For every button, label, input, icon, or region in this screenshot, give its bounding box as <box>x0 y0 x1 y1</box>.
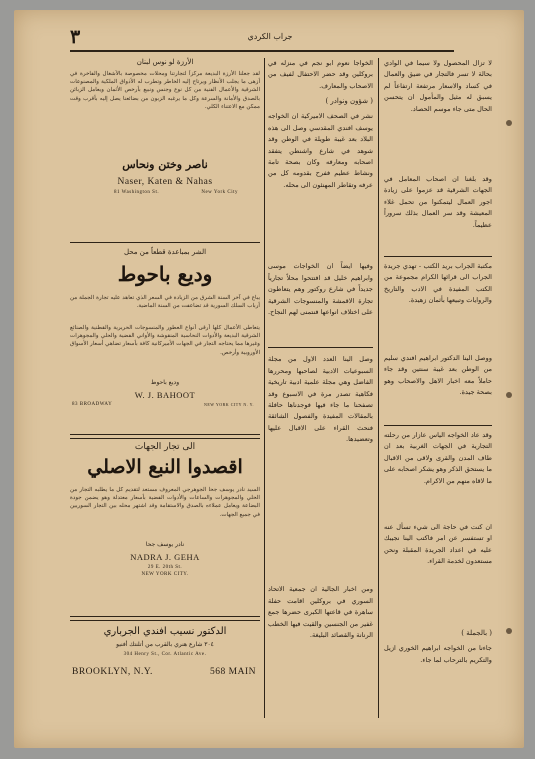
ad-city: New York City <box>201 190 238 195</box>
paragraph: وصل الينا العدد الاول من مجلة السبوعيات الادبية لصاحبها ومحررها الفاضل وهي مجلة علمية ادبية تاريخية فكاهية تصدر مرة في الاسبوع وقد تصفحنا ما جاء فيها فوجدناها حافلة بالمقالات المفيدة والفصول الشائقة فنحث القراء على الاقبال عليها وتعضيدها. <box>268 355 373 444</box>
news-column-right <box>384 58 492 718</box>
column-rule <box>378 58 379 718</box>
paragraph: لا تزال المحصول ولا سيما في الوادي بحالة لا تسر فالتجار في ضيق والعمال في كساد والاسعار مرتفعة ارتفاعاً لم يسبق له مثيل والمأمول ان يتحسن الحال متى جاء موسم الحصاد. <box>384 59 492 113</box>
section-heading: ( شؤون ونوادر ) <box>325 97 373 105</box>
paragraph: نشر في الصحف الاميركية ان الخواجه يوسف افندي المقدسي وصل الى هذه البلاد بعد غيبة طويلة في الوطن وقد شوهد في شارع واشنطن يتفقد اصحابه ومعارفه وكان بصحة تامة ونشاط عظيم ففرح بقدومه كل من عرفه وتقاطر المهنئون الى محله. <box>268 112 373 189</box>
page-number: ٣ <box>70 26 81 48</box>
ad-heading: الأرزة لو نوس لبنان <box>136 58 194 66</box>
paragraph: ومن اخبار الجالية ان جمعية الاتحاد السوري في بروكلين اقامت حفلة ساهرة في قاعتها الكبرى حضرها جمع غفير من الجنسين والقيت فيها الخطب الرنانة والقصائد البليغة. <box>268 585 373 640</box>
ad-heading: الى تجار الجهات <box>134 442 196 452</box>
ad-text: لقد جعلنا الأرزة البديعة مركزاً لتجارتنا ومحلات مخصوصة بالأشغال والفاخرة في أزهى ما يجلب الأنظار ويرتاح إليه الخاطر وتطرب له الأذواق الملكية والمصنوعات الشرقية والأعمال الفنية من كل نوع وجنس ونبيع بأرخص الأثمان ويعامل الزبائن بالصدق والأمانة والسرعة وكل ما يرغبه الزبون من بضائعنا يصل إليه بأقرب وقت ممكن مع الاعتناء الكلي. <box>70 71 260 110</box>
binding-hole <box>506 392 512 398</box>
paragraph: جاءنا من الخواجه ابراهيم الخوري ازيل والتكريم بالترحاب لما جاء. <box>384 644 492 664</box>
paragraph: وفيها ايضاً ان الخواجات موسى وابراهيم خليل قد افتتحوا محلاً تجارياً جديداً في شارع روكتور وهم يتعاطون تجارة الاقمشة والمنسوجات الشرقية على اختلاف انواعها فنتمنى لهم النجاح. <box>268 262 373 317</box>
divider <box>384 425 492 426</box>
ad-doctor-nasib <box>70 626 260 681</box>
ad-headline: اقصدوا النبع الاصلي <box>87 456 243 478</box>
ad-text: يتعاطى الأعمال كلها أرقى أنواع العطور والمنسوجات الحريرية والقطنية والصنائع الشرقية البديعة والأدوات النحاسية المنقوشة والأواني الفضية والحلي والمجوهرات وغيرها مما يحتاجه التجار في الجهات الأميركانية كافة بأسعار تضاهي أسعار الأسواق الأوروبية وأرخص. <box>70 325 260 356</box>
ad-signoff: وديع باحوط <box>150 379 180 386</box>
paragraph: الخواجا نعوم ابو نجم في منزله في بروكلين وقد حضر الاحتفال لفيف من الاصحاب والمعارف. <box>268 59 373 90</box>
ad-heading: الشر بمباعدة قطعاً من محل <box>123 248 207 256</box>
newspaper-page <box>14 10 524 748</box>
paragraph: ان كنت في حاجة الى شيء تسأل عنه او تستفسر عن امر فاكتب الينا نجيبك عليه في اعداد الجريدة المقبلة ونحن مستعدون لخدمة القراء. <box>384 523 492 566</box>
ad-address: 29 E. 20th St. <box>147 565 183 570</box>
ad-nadra-geha <box>70 442 260 577</box>
ad-name-arabic: ناصر وختن ونحاس <box>122 158 208 171</box>
ad-city: NEW YORK CITY. <box>141 572 189 577</box>
divider <box>70 616 260 621</box>
page-header <box>70 26 454 52</box>
divider <box>268 347 373 348</box>
paragraph: ووصل الينا الدكتور ابراهيم افندي سليم من الوطن بعد غيبة سنتين وقد جاء حاملاً معه اخبار الاهل والاصحاب وهو بصحة جيدة. <box>384 354 492 397</box>
ad-sign-arabic: نادر يوسف جحا <box>145 541 185 548</box>
ad-name-arabic: الدكتور نسيب افندي الجرباري <box>103 626 227 637</box>
ad-name-arabic: وديع باحوط <box>117 262 213 286</box>
ad-address: 81 Washington St. <box>114 190 160 195</box>
ad-name-english: NADRA J. GEHA <box>130 552 200 562</box>
ad-text: السيد نادر يوسف جحا الجوهرجي المعروف مستعد لتقديم كل ما يطلبه التجار من الحلي والمجوهرات والساعات والأدوات الفضية بأسعار معتدلة وهو يضمن جودة البضاعة ويعامل عملاءه بالصدق والاستقامة وقد اشتهر محله بين التجار السوريين في جميع الجهات. <box>70 487 260 518</box>
running-title: جراب الكردي <box>247 32 293 41</box>
ad-address: 83 BROADWAY <box>72 402 113 407</box>
section-heading: ( بالجملة ) <box>461 629 492 637</box>
ad-wadih-bahoot <box>70 248 260 412</box>
paragraph: وقد عاد الخواجه الياس عازار من رحلته التجارية في الجهات الغربية بعد ان طاف المدن والقرى ولاقى من الاقبال ما يستحق الذكر وهو يشكر اصحابه على ما لاقاه منهم من الاكرام. <box>384 431 492 485</box>
binding-hole <box>506 120 512 126</box>
ad-city: NEW YORK CITY N. Y. <box>203 402 254 407</box>
divider <box>70 434 260 439</box>
ad-text: يباع في آخر السنة الشرق من الزيادة في السعر الذي تعاهد عليه تجارة الجملة من أرباب السلك السورية قد تضاعفت من السنة الماضية. <box>70 295 260 310</box>
ad-address-arabic: ٣٠٤ شارع هنري بالقرب من أتلنتك أفنيو <box>116 641 214 648</box>
column-rule <box>264 58 265 718</box>
divider <box>384 256 492 257</box>
ad-name-english: Naser, Katen & Nahas <box>117 177 213 187</box>
paragraph: مكتبة الجراب بريد الكتب - تهدي جريدة الجراب الى قرائها الكرام مجموعة من الكتب المفيدة في الادب والتاريخ والروايات وتبيعها بأثمان زهيدة. <box>384 262 492 305</box>
divider <box>70 242 260 243</box>
ad-address-english: 304 Henry St., Cor. Atlantic Ave. <box>123 652 207 657</box>
ad-naser-katen-nahas <box>70 58 260 200</box>
ad-name-english: W. J. BAHOOT <box>134 390 196 400</box>
paragraph: وقد بلغنا ان اصحاب المعامل في الجهات الشرقية قد عزموا على زيادة اجور العمال ليتمكنوا من تحمل غلاء المعيشة وقد سر العمال بذلك سروراً عظيماً. <box>384 175 492 229</box>
binding-hole <box>506 628 512 634</box>
ad-phone: 568 MAIN <box>210 667 256 677</box>
advertisement-column <box>70 58 260 718</box>
ad-city: BROOKLYN, N.Y. <box>72 667 153 677</box>
news-column-middle <box>268 58 373 718</box>
